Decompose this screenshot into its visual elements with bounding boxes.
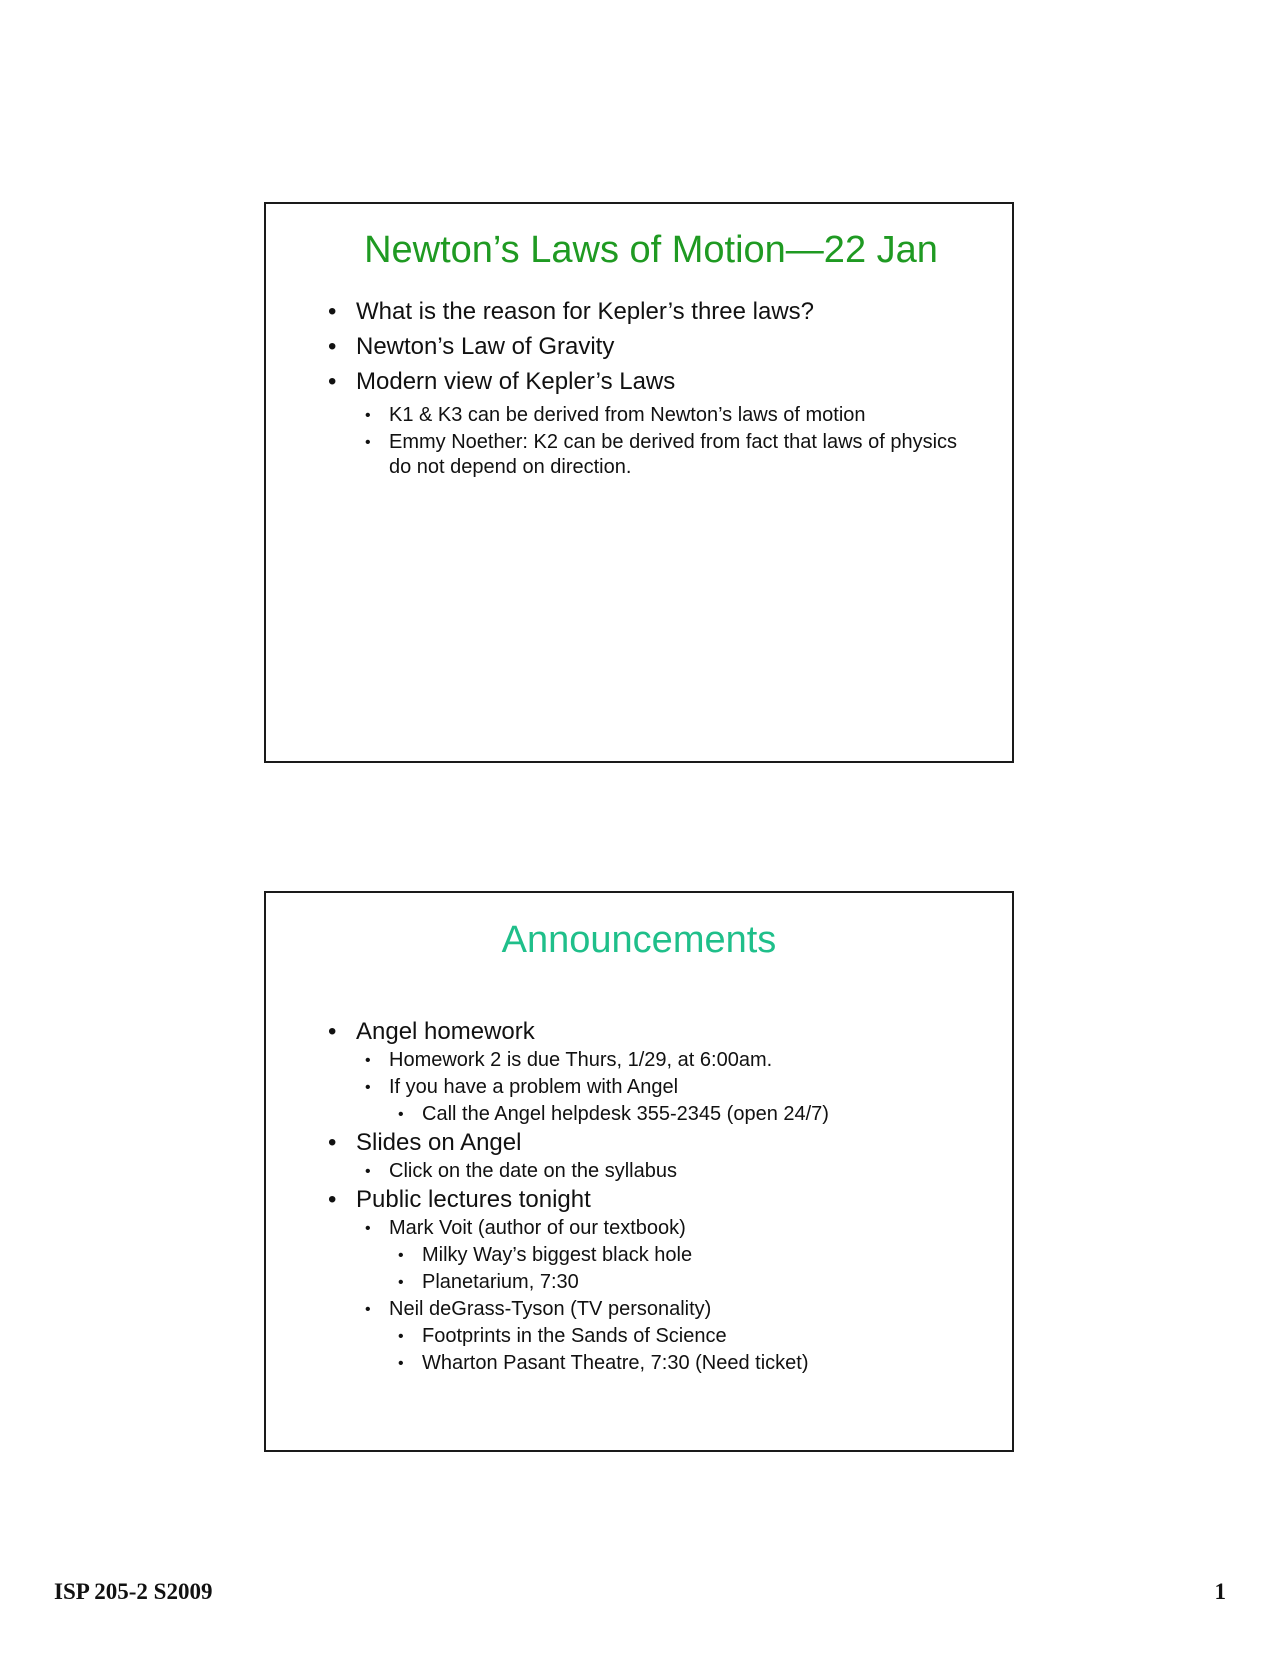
bullet-icon: • [365,407,371,424]
slide-newtons-laws [264,202,1014,763]
sub-list-item-speaker [326,1297,982,1322]
list-item-text: What is the reason for Kepler’s three laws? [356,298,815,325]
list-item [326,333,982,361]
sub-sub-list-item [326,1243,982,1268]
speaker-name: Neil deGrass-Tyson (TV personality) [389,1298,712,1320]
sub-sub-list-item-text: Call the Angel helpdesk 355-2345 (open 24/7) [422,1103,829,1125]
speaker-name: Mark Voit (author of our textbook) [389,1217,686,1239]
sub-sub-list-item [326,1351,982,1376]
lecture-detail: Footprints in the Sands of Science [422,1325,727,1347]
list-item [326,298,982,326]
bullet-icon: • [328,333,337,360]
list-item-public-lectures [326,1186,982,1214]
sub-list-item-text: Click on the date on the syllabus [389,1160,677,1182]
bullet-icon: • [365,1052,371,1069]
slide-announcements [264,891,1014,1452]
sub-list-item-speaker [326,1216,982,1241]
list-item [326,368,982,396]
page-number: 1 [1214,1579,1226,1604]
bullet-icon: • [398,1328,404,1345]
bullet-icon: • [398,1355,404,1372]
sub-sub-list-item [326,1324,982,1349]
sub-list-item [326,403,982,428]
bullet-icon: • [365,1079,371,1096]
lecture-detail: Wharton Pasant Theatre, 7:30 (Need ticket) [422,1352,809,1374]
bullet-icon: • [365,1301,371,1318]
bullet-icon: • [365,1163,371,1180]
list-item-text: Modern view of Kepler’s Laws [356,368,676,395]
sub-sub-list-item [326,1102,982,1127]
list-item-text: Slides on Angel [356,1129,522,1156]
list-item-slides-on-angel [326,1129,982,1157]
lecture-detail: Milky Way’s biggest black hole [422,1244,693,1266]
bullet-icon: • [328,1129,337,1156]
bullet-icon: • [365,1220,371,1237]
slide-title: Newton’s Laws of Motion—22 Jan [364,229,938,271]
sub-list-item-text: If you have a problem with Angel [389,1076,679,1098]
sub-list-item [326,1159,982,1184]
list-item-angel-homework [326,1018,982,1046]
sub-list-item [326,1048,982,1073]
sub-sub-list-item [326,1270,982,1295]
bullet-list [326,298,982,482]
footer-course-label: ISP 205-2 S2009 [54,1579,213,1604]
bullet-icon: • [398,1274,404,1291]
bullet-list [326,1018,982,1378]
bullet-icon: • [328,298,337,325]
sub-list-item-text: Emmy Noether: K2 can be derived from fact that laws of physics do not depend on direction. [389,431,958,478]
sub-list-item-text: K1 & K3 can be derived from Newton’s laws of motion [389,404,866,426]
sub-list-item [326,430,982,480]
list-item-text: Newton’s Law of Gravity [356,333,615,360]
bullet-icon: • [328,1018,337,1045]
bullet-icon: • [328,1186,337,1213]
list-item-text: Public lectures tonight [356,1186,591,1213]
slide-title: Announcements [501,919,777,961]
bullet-icon: • [328,368,337,395]
bullet-icon: • [365,434,371,451]
sub-list-item [326,1075,982,1100]
lecture-detail: Planetarium, 7:30 [422,1271,579,1293]
sub-list-item-text: Homework 2 is due Thurs, 1/29, at 6:00am. [389,1049,773,1071]
bullet-icon: • [398,1106,404,1123]
list-item-text: Angel homework [356,1018,535,1045]
bullet-icon: • [398,1247,404,1264]
